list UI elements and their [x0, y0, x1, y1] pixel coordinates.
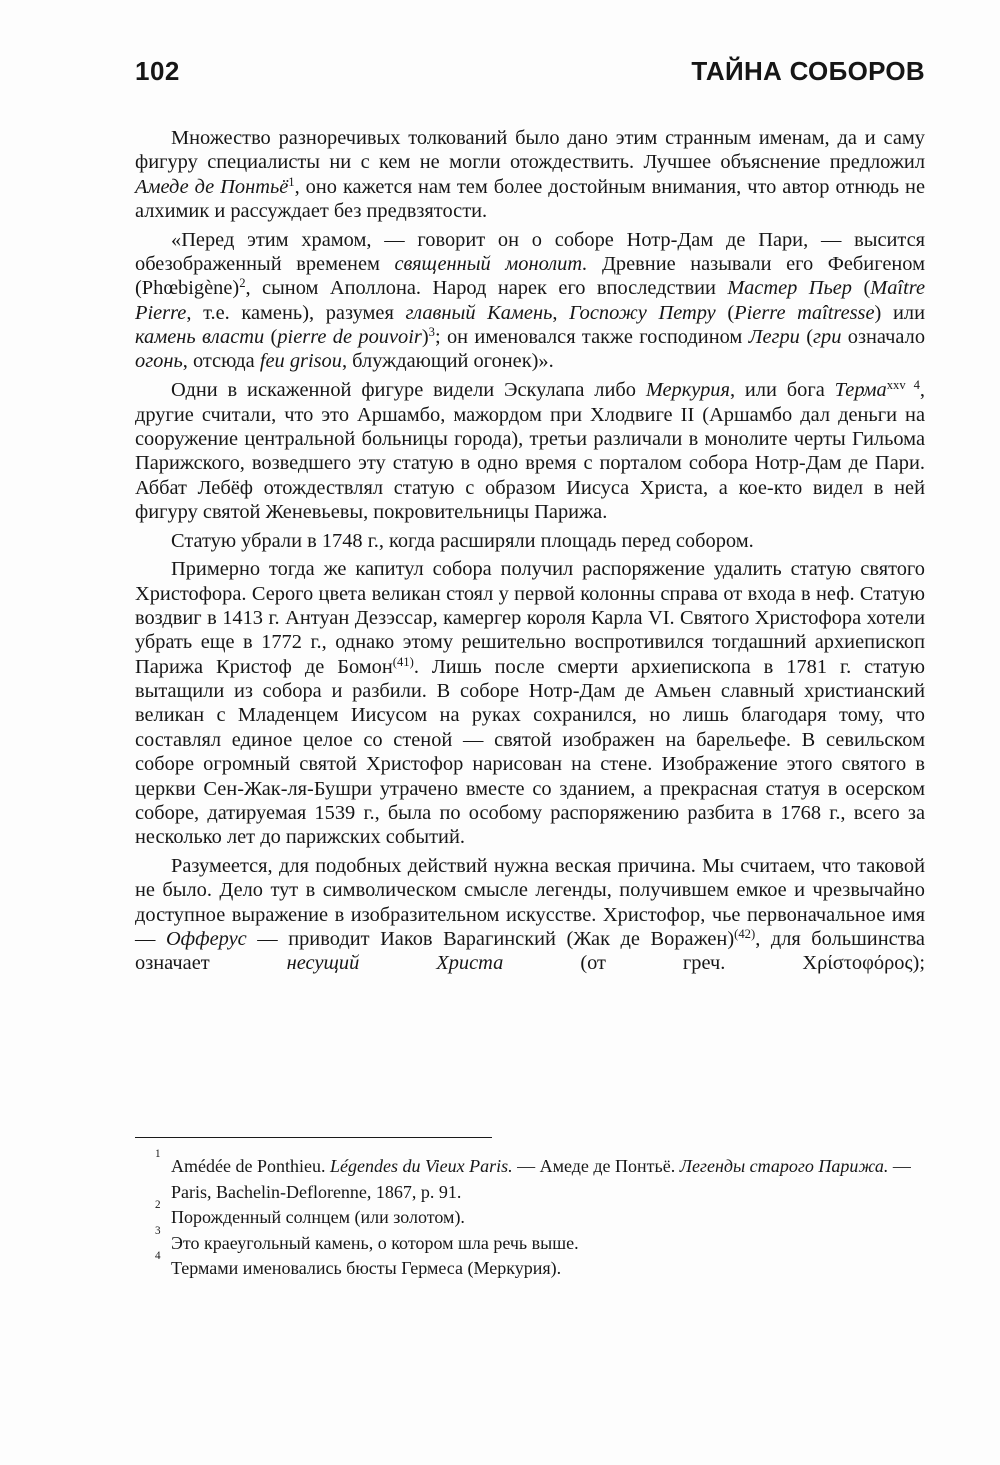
italic-term: Госпожу Петру: [569, 301, 716, 324]
text-run: , другие считали, что это Аршамбо, мажордом при Хлодвиге II (Аршамбо дал деньги на сооружение центральной больницы города), третьи различали в монолите черты Гильома Парижского, возведшего эту статую в одно время с порталом собора Нотр-Дам де Пари. Аббат Лебёф отождествлял статую с образом Иисуса Христа, а кое-кто видел в ней фигуру святой Женевьевы, покровительницы Парижа.: [135, 379, 926, 523]
text-run: «Перед этим храмом, — говорит он о соборе Нотр-Дам де Пари, — высится обезображенный временем: [135, 228, 925, 276]
footnote-text: [171, 1154, 925, 1205]
text-run: ,: [552, 301, 570, 324]
footnote-text: Порожденный солнцем (или золотом).: [171, 1207, 465, 1227]
italic-term: pierre de pouvoir: [277, 326, 422, 349]
book-title: ТАЙНА СОБОРОВ: [691, 56, 925, 86]
paragraph-2: [135, 228, 925, 374]
footnote-item: 1 Amédée de Ponthieu. Légendes du Vieux Paris. — Амеде де Понтьё. Легенды старого Парижа. — Paris, Bachelin-Deflorenne, 1867, p. 91.: [135, 1154, 925, 1205]
footnote-text: Это краеугольный камень, о котором шла речь выше.: [171, 1232, 579, 1253]
text-run: (: [799, 326, 814, 349]
italic-term: Maître Pierre: [135, 277, 925, 324]
text-run: Разумеется, для подобных действий нужна веская причина. Мы считаем, что таковой не было. Дело тут в символическом смысле легенды, получившем емкое и чрезвычайно доступное выражение в изобразительном искусстве. Христофор, чье первоначальное имя —: [135, 854, 925, 950]
italic-term: Pierre maîtresse: [734, 301, 875, 324]
text-run: Статую убрали в 1748 г., когда расширяли площадь перед собором.: [171, 529, 754, 552]
text-run: , сыном Аполлона. Народ нарек его впоследствии: [245, 277, 728, 300]
italic-term: feu grisou: [259, 350, 342, 373]
page-number: 102: [135, 56, 180, 86]
paragraph-6: [135, 854, 925, 976]
footnote-ref: 2: [239, 276, 246, 291]
text-run: , т.е. камень), разумея: [186, 301, 406, 324]
italic-name: Терма: [834, 379, 887, 402]
text-run: — Амеде де Понтьё.: [512, 1156, 680, 1176]
italic-title: Légendes du Vieux Paris.: [329, 1156, 513, 1176]
footnote-item: 3 Это краеугольный камень, о котором шла речь выше.: [155, 1224, 579, 1253]
paragraph-4: [135, 529, 925, 553]
footnote-item: 4 Термами именовались бюсты Гермеса (Меркурия).: [155, 1250, 562, 1278]
text-run: ): [421, 326, 429, 349]
footnote-divider: [135, 1137, 492, 1138]
italic-term: несущий Христа: [286, 952, 504, 975]
italic-term: огонь: [135, 350, 183, 373]
text-run: , или бога: [729, 379, 835, 402]
text-run: ) или: [874, 301, 925, 324]
text-run: Amédée de Ponthieu.: [171, 1156, 330, 1176]
paragraph-3: [135, 378, 925, 524]
text-run: , для большинства означает: [135, 927, 925, 975]
italic-term: Мастер Пьер: [727, 277, 853, 300]
running-header: [135, 56, 925, 96]
text-run: . Лишь после смерти архиепископа в 1781 г. статую вытащили из собора и разбили. В соборе Нотр-Дам де Амьен славный христианский великан с Младенцем Иисусом на руках сохранился, но лишь благодаря тому, что составлял единое целое со стеной — святой изображен на барельефе. В севильском соборе огромный святой Христофор нарисован на стене. Изображение этого святого в церкви Сен-Жак-ля-Бушри утрачено вместе со зданием, а прекрасная статуя в осерском соборе, датируемая 1539 г., была по особому распоряжению разбита в 1768 г., всего за несколько лет до парижских событий.: [135, 655, 925, 849]
italic-title: Легенды старого Парижа.: [679, 1156, 889, 1176]
italic-term: камень власти: [135, 326, 265, 349]
text-run: Древние называли его Фебигеном (Phœbigène): [135, 253, 925, 300]
endnote-ref: (41): [392, 654, 414, 669]
footnote-ref: xxv 4: [886, 378, 920, 393]
text-run: Примерно тогда же капитул собора получил распоряжение удалить статую святого Христофора. Серого цвета великан стоял у первой колонны справа от входа в неф. Статую воздвиг в 1413 г. Антуан Дезэссар, камергер короля Карла VI. Святого Христофора хотели убрать еще в 1772 г., однако этому решительно воспротивился тогдашний архиепископ Парижа Кристоф де Бомон: [135, 558, 925, 678]
italic-term: гри: [813, 326, 842, 349]
text-run: , отсюда: [182, 350, 260, 373]
italic-term: священный монолит.: [394, 253, 588, 276]
text-run: (: [852, 277, 871, 300]
italic-term: Легри: [748, 326, 800, 349]
italic-name: Меркурия: [645, 379, 730, 402]
endnote-ref: (42): [734, 927, 756, 941]
italic-term: главный Камень: [405, 301, 553, 324]
footnote-item: 2 Порожденный солнцем (или золотом).: [155, 1199, 465, 1227]
italic-name: Амеде де Понтьё: [135, 175, 289, 198]
paragraph-5: [135, 557, 925, 849]
text-run: (от греч. Χρίστοφόρος);: [503, 952, 925, 975]
footnote-ref: 3: [428, 325, 435, 340]
text-run: Одни в искаженной фигуре видели Эскулапа либо: [171, 379, 646, 402]
italic-name: Офферус: [165, 927, 247, 950]
text-run: (: [715, 301, 735, 324]
text-run: означало: [841, 326, 926, 349]
main-text: [135, 126, 925, 980]
text-run: , оно кажется нам тем более достойным внимания, что автор отнюдь не алхимик и рассуждает без предвзятости.: [135, 175, 926, 223]
paragraph-1: [135, 126, 925, 223]
text-run: — Paris, Bachelin-Deflorenne, 1867, p. 91.: [171, 1156, 911, 1202]
footnote-ref: 1: [288, 174, 295, 189]
text-run: — приводит Иаков Варагинский (Жак де Воражен): [246, 927, 735, 950]
text-run: ; он именовался также господином: [434, 326, 749, 349]
footnotes: [135, 1148, 925, 1282]
footnote-text: Термами именовались бюсты Гермеса (Меркурия).: [171, 1258, 562, 1278]
text-run: (: [264, 326, 278, 349]
text-run: , блуждающий огонек)».: [341, 350, 554, 373]
text-run: Множество разноречивых толкований было дано этим странным именам, да и саму фигуру специалисты ни с кем не могли отождествить. Лучшее объяснение предложил: [135, 127, 925, 174]
